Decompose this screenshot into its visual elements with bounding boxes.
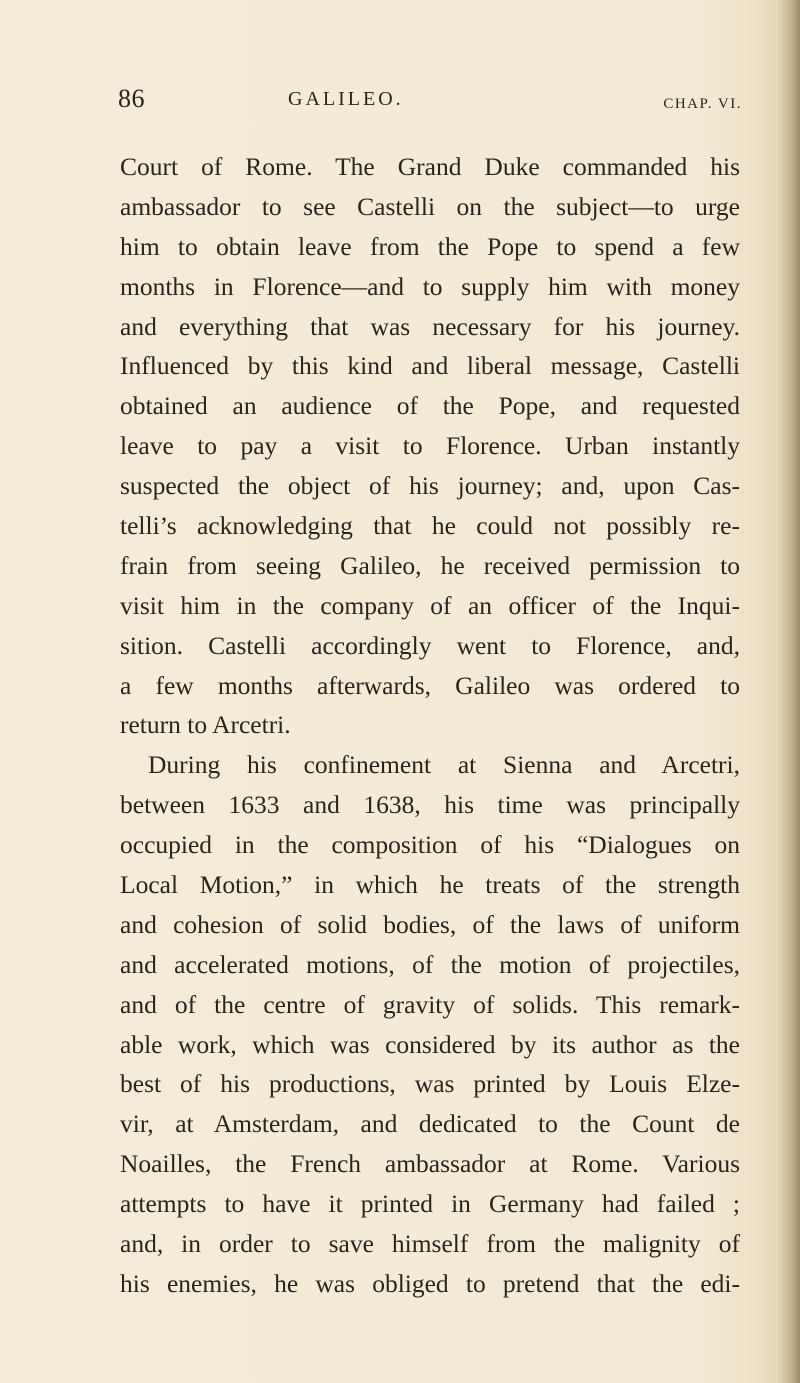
text-line: leave to pay a visit to Florence. Urban instantly (120, 431, 740, 461)
chapter-label: CHAP. VI. (663, 96, 742, 112)
text-line: between 1633 and 1638, his time was principally (120, 790, 740, 820)
text-line: Local Motion,” in which he treats of the strength (120, 870, 740, 900)
text-line: telli’s acknowledging that he could not possibly re- (120, 511, 740, 541)
text-line: him to obtain leave from the Pope to spend a few (120, 231, 740, 261)
text-line: and of the centre of gravity of solids. This remark- (120, 989, 740, 1019)
page-edge-shadow (778, 0, 800, 1383)
page-number: 86 (118, 84, 145, 113)
text-line: Influenced by this kind and liberal message, Castelli (120, 351, 740, 381)
text-line: and, in order to save himself from the malignity of (120, 1229, 740, 1259)
text-line: During his confinement at Sienna and Arcetri, (148, 750, 740, 780)
running-head (118, 84, 742, 124)
text-line: Noailles, the French ambassador at Rome. Various (120, 1149, 740, 1179)
text-line: a few months afterwards, Galileo was ordered to (120, 670, 740, 700)
text-line: frain from seeing Galileo, he received permission to (120, 550, 740, 580)
text-line: Court of Rome. The Grand Duke commanded his (120, 152, 740, 181)
text-line: his enemies, he was obliged to pretend that the edi- (120, 1268, 740, 1298)
text-line: able work, which was considered by its author as the (120, 1029, 740, 1059)
body-text (120, 147, 740, 1304)
text-line: sition. Castelli accordingly went to Florence, and, (120, 630, 740, 660)
running-title: GALILEO. (288, 88, 404, 110)
text-line: and cohesion of solid bodies, of the laws of uniform (120, 909, 740, 939)
text-line: best of his productions, was printed by Louis Elze- (120, 1069, 740, 1099)
text-line: and everything that was necessary for his journey. (120, 311, 740, 341)
text-line: occupied in the composition of his “Dialogues on (120, 830, 740, 860)
text-line: months in Florence—and to supply him with money (120, 271, 740, 301)
text-line: ambassador to see Castelli on the subject—to urge (120, 191, 740, 221)
text-line: return to Arcetri. (120, 710, 291, 740)
text-line: attempts to have it printed in Germany had failed ; (120, 1189, 740, 1219)
text-line: vir, at Amsterdam, and dedicated to the Count de (120, 1109, 740, 1139)
text-line: obtained an audience of the Pope, and requested (120, 391, 740, 421)
text-line: and accelerated motions, of the motion of projectiles, (120, 949, 740, 979)
text-line: suspected the object of his journey; and, upon Cas- (120, 471, 740, 501)
text-line: visit him in the company of an officer of the Inqui- (120, 590, 740, 620)
